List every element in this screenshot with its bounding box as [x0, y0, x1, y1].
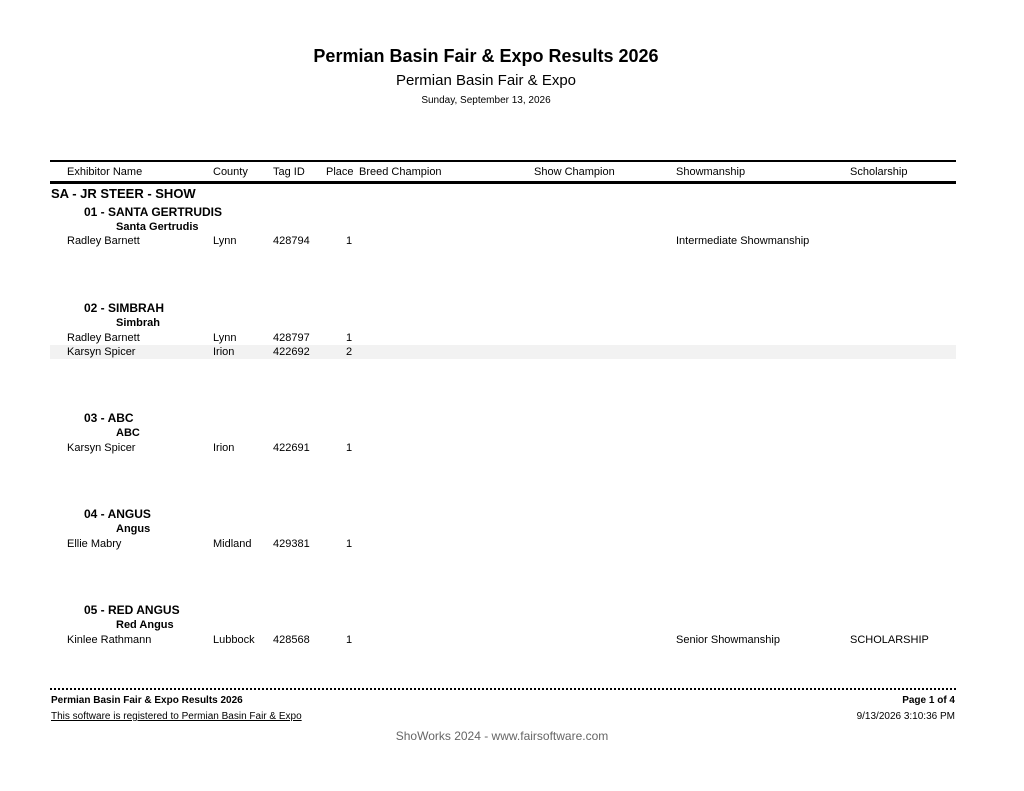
tag-id: 428797: [273, 332, 310, 344]
footer-timestamp: 9/13/2026 3:10:36 PM: [856, 711, 955, 722]
place: 1: [346, 442, 353, 454]
exhibitor-name: Kinlee Rathmann: [67, 634, 152, 646]
showmanship: Intermediate Showmanship: [676, 235, 810, 247]
tag-id: 428568: [273, 634, 310, 646]
header-rule-top: [50, 160, 956, 162]
showmanship: Senior Showmanship: [676, 634, 780, 646]
breed-title: ABC: [116, 427, 140, 439]
col-header-county: County: [213, 166, 248, 178]
county: Lubbock: [213, 634, 255, 646]
class-title: 04 - ANGUS: [84, 507, 151, 521]
county: Midland: [213, 538, 252, 550]
footer-rule: [50, 688, 956, 690]
col-header-scholarship: Scholarship: [850, 166, 908, 178]
col-header-exhibitor: Exhibitor Name: [67, 166, 143, 178]
footer-registration-link[interactable]: This software is registered to Permian Basin Fair & Expo: [51, 711, 302, 722]
tag-id: 429381: [273, 538, 310, 550]
breed-title: Angus: [116, 523, 151, 535]
breed-title: Santa Gertrudis: [116, 221, 199, 233]
footer-report-title: Permian Basin Fair & Expo Results 2026: [51, 695, 243, 706]
report-date: Sunday, September 13, 2026: [421, 95, 551, 106]
place: 1: [346, 634, 353, 646]
exhibitor-name: Radley Barnett: [67, 235, 140, 247]
table-row: [50, 441, 956, 455]
place: 1: [346, 538, 353, 550]
footer-page-number: Page 1 of 4: [902, 695, 955, 706]
place: 1: [346, 235, 353, 247]
class-title: 02 - SIMBRAH: [84, 301, 165, 315]
county: Irion: [213, 346, 235, 358]
col-header-tag: Tag ID: [273, 166, 305, 178]
exhibitor-name: Radley Barnett: [67, 332, 140, 344]
table-row: [50, 234, 956, 248]
class-title: 03 - ABC: [84, 411, 134, 425]
table-row: [50, 537, 956, 551]
footer-watermark: ShoWorks 2024 - www.fairsoftware.com: [395, 729, 609, 743]
tag-id: 428794: [273, 235, 310, 247]
report-subtitle: Permian Basin Fair & Expo: [395, 72, 577, 89]
tag-id: 422692: [273, 346, 310, 358]
table-row: [50, 633, 956, 647]
class-title: 01 - SANTA GERTRUDIS: [84, 205, 223, 219]
section-title: SA - JR STEER - SHOW: [51, 186, 196, 201]
place: 2: [346, 346, 353, 358]
breed-title: Simbrah: [116, 317, 161, 329]
scholarship: SCHOLARSHIP: [850, 634, 929, 646]
table-row: [50, 331, 956, 345]
tag-id: 422691: [273, 442, 310, 454]
header-rule-bottom: [50, 181, 956, 184]
col-header-showmanship: Showmanship: [676, 166, 746, 178]
class-title: 05 - RED ANGUS: [84, 603, 180, 617]
exhibitor-name: Karsyn Spicer: [67, 442, 136, 454]
breed-title: Red Angus: [116, 619, 174, 631]
col-header-place: Place: [326, 166, 354, 178]
place: 1: [346, 332, 353, 344]
county: Lynn: [213, 332, 237, 344]
report-title: Permian Basin Fair & Expo Results 2026: [313, 46, 659, 66]
col-header-breed-champion: Breed Champion: [359, 166, 442, 178]
exhibitor-name: Karsyn Spicer: [67, 346, 136, 358]
col-header-show-champion: Show Champion: [534, 166, 615, 178]
county: Irion: [213, 442, 235, 454]
county: Lynn: [213, 235, 237, 247]
table-row: [50, 345, 956, 359]
exhibitor-name: Ellie Mabry: [67, 538, 122, 550]
